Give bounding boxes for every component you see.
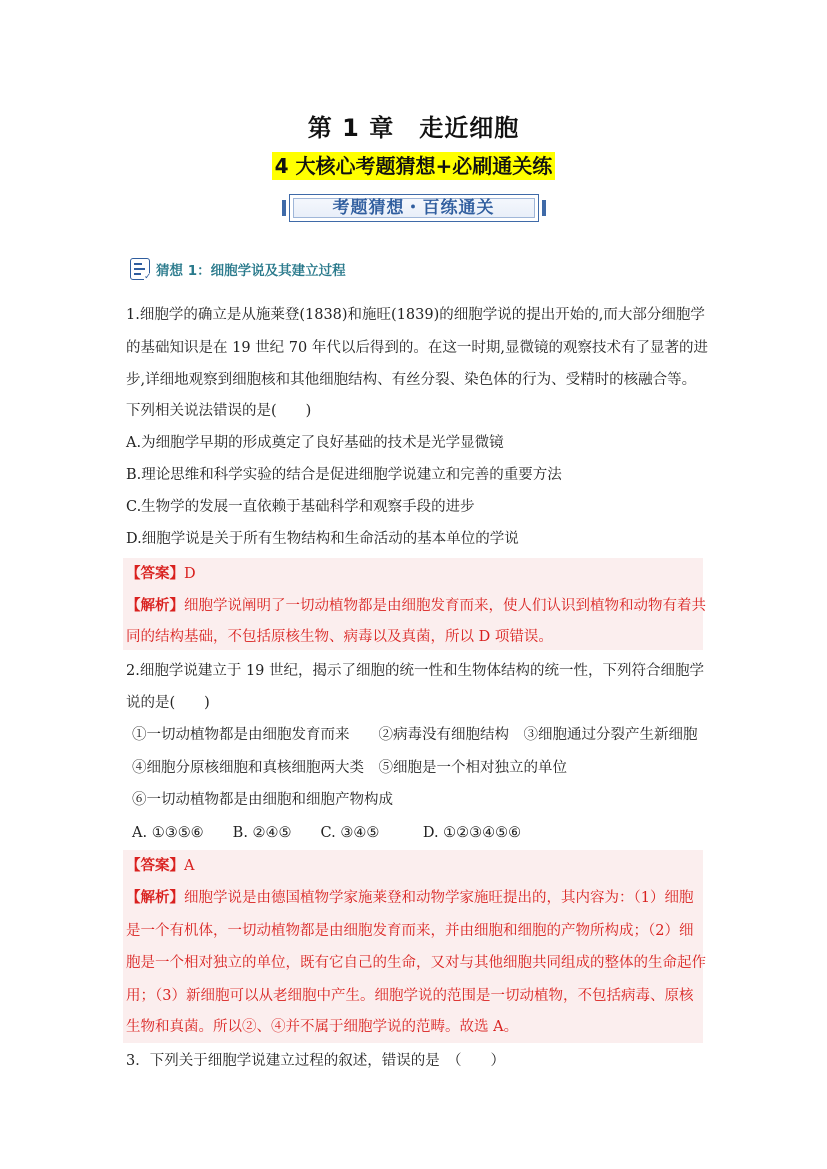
q2-statement: ⑥一切动植物都是由细胞和细胞产物构成 (132, 792, 393, 808)
q1-option-c: C.生物学的发展一直依赖于基础科学和观察手段的进步 (126, 499, 475, 515)
answer-value: D (184, 566, 196, 582)
q1-analysis-line: 同的结构基础，不包括原核生物、病毒以及真菌，所以 D 项错误。 (126, 629, 553, 645)
q1-option-b: B.理论思维和科学实验的结合是促进细胞学说建立和完善的重要方法 (126, 467, 562, 483)
analysis-label: 【解析】 (126, 890, 184, 906)
q2-analysis-line: 用；（3）新细胞可以从老细胞中产生。细胞学说的范围是一切动植物，不包括病毒、原核 (126, 988, 694, 1004)
banner-wrap (0, 194, 827, 222)
q1-line: 下列相关说法错误的是( ) (126, 403, 312, 419)
q2-answer-box (123, 850, 703, 1043)
q2-line: 说的是( ) (126, 695, 210, 711)
q2-analysis-line (126, 888, 693, 908)
analysis-text: 细胞学说阐明了一切动植物都是由细胞发育而来，使人们认识到植物和动物有着共 (184, 598, 706, 614)
q2-analysis-line: 是一个有机体，一切动植物都是由细胞发育而来，并由细胞和细胞的产物所构成；（2）细 (126, 923, 694, 939)
guess-heading (130, 258, 346, 280)
q1-option-a: A.为细胞学早期的形成奠定了良好基础的技术是光学显微镜 (126, 435, 504, 451)
q2-analysis-line: 胞是一个相对独立的单位，既有它自己的生命，又对与其他细胞共同组成的整体的生命起作 (126, 955, 706, 971)
q1-answer (126, 564, 196, 584)
analysis-label: 【解析】 (126, 598, 184, 614)
answer-value: A (184, 858, 195, 874)
checklist-icon: ✓ (130, 258, 150, 280)
analysis-text: 细胞学说是由德国植物学家施莱登和动物学家施旺提出的，其内容为：（1）细胞 (184, 890, 694, 906)
section-banner: 考题猜想・百练通关 (289, 194, 539, 222)
chapter-title: 第 1 章 走近细胞 (307, 114, 520, 142)
q2-statement: ④细胞分原核细胞和真核细胞两大类 ⑤细胞是一个相对独立的单位 (132, 760, 567, 776)
q2-answer (126, 856, 194, 876)
q2-line: 2.细胞学说建立于 19 世纪，揭示了细胞的统一性和生物体结构的统一性，下列符合细胞学 (126, 663, 704, 679)
q1-line: 1.细胞学的确立是从施莱登(1838)和施旺(1839)的细胞学说的提出开始的,而大部分细胞学 (126, 307, 705, 323)
q3-line: 3．下列关于细胞学说建立过程的叙述，错误的是 （ ） (126, 1053, 505, 1069)
subtitle-highlight: 4 大核心考题猜想+必刷通关练 (272, 152, 556, 180)
guess-title: 猜想 1：细胞学说及其建立过程 (156, 263, 346, 279)
q1-option-d: D.细胞学说是关于所有生物结构和生命活动的基本单位的学说 (126, 531, 519, 547)
q2-analysis-line: 生物和真菌。所以②、④并不属于细胞学说的范畴。故选 A。 (126, 1019, 519, 1035)
answer-label: 【答案】 (126, 566, 184, 582)
subtitle-wrap (0, 152, 827, 180)
q1-analysis-line (126, 596, 706, 616)
answer-label: 【答案】 (126, 858, 184, 874)
q2-statement: ①一切动植物都是由细胞发育而来 ②病毒没有细胞结构 ③细胞通过分裂产生新细胞 (132, 727, 698, 743)
q2-options: A. ①③⑤⑥ B. ②④⑤ C. ③④⑤ D. ①②③④⑤⑥ (132, 825, 522, 841)
q1-line: 的基础知识是在 19 世纪 70 年代以后得到的。在这一时期,显微镜的观察技术有了显著的进 (126, 340, 708, 356)
q1-line: 步,详细地观察到细胞核和其他细胞结构、有丝分裂、染色体的行为、受精时的核融合等。 (126, 372, 697, 388)
